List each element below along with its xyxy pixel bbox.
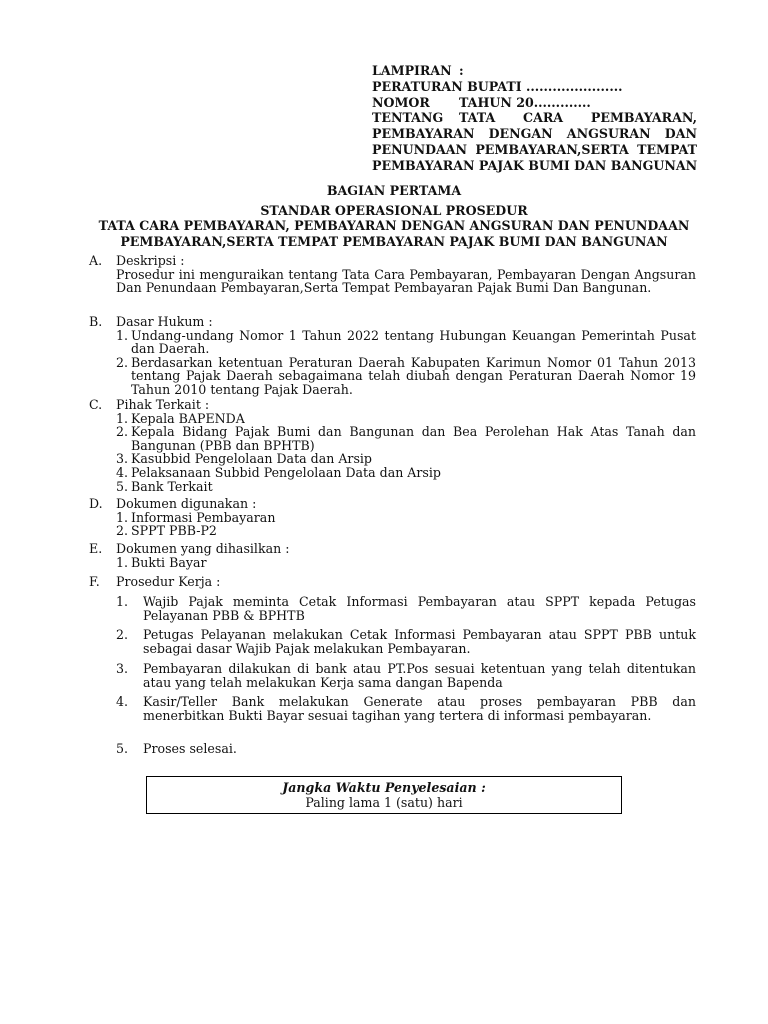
list-item [116, 480, 696, 494]
section-title: Dokumen yang dihasilkan : [116, 541, 290, 556]
list-item [116, 524, 696, 538]
document-title [88, 218, 700, 249]
section-title: Dasar Hukum : [116, 314, 213, 329]
part-heading: BAGIAN PERTAMA [326, 183, 462, 198]
item-number: 2. [116, 523, 129, 539]
section-title: Pihak Terkait : [116, 397, 210, 412]
section-list [116, 329, 696, 397]
item-number: 1. [116, 554, 129, 570]
completion-time-value: Paling lama 1 (satu) hari [305, 794, 463, 810]
item-number: 2. [116, 354, 129, 370]
step-text: Pembayaran dilakukan di bank atau PT.Pos sesuai ketentuan yang telah ditentukan atau yang telah melakukan Kerja sama dangan Bapenda [143, 661, 696, 690]
item-text: Kasubbid Pengelolaan Data dan Arsip [131, 451, 372, 467]
completion-time-title: Jangka Waktu Penyelesaian : [282, 780, 486, 795]
nomor-row [372, 95, 697, 111]
lampiran-label: LAMPIRAN [372, 63, 452, 78]
list-item [116, 412, 696, 426]
step-text: Wajib Pajak meminta Cetak Informasi Pembayaran atau SPPT kepada Petugas Pelayanan PBB & BPHTB [143, 594, 696, 623]
nomor-label: NOMOR [372, 94, 430, 110]
item-text: Pelaksanaan Subbid Pengelolaan Data dan Arsip [131, 464, 441, 480]
tentang-line: PEMBAYARAN PAJAK BUMI DAN BANGUNAN [372, 157, 698, 173]
peraturan-row [372, 79, 697, 95]
section-list [116, 511, 696, 538]
sop-heading: STANDAR OPERASIONAL PROSEDUR [260, 203, 528, 218]
list-item [116, 556, 696, 570]
list-item [116, 466, 696, 480]
list-item [116, 452, 696, 466]
section-title: Deskripsi : [116, 253, 185, 268]
completion-time-box [146, 776, 622, 814]
section-title: Prosedur Kerja : [116, 574, 221, 589]
list-item [116, 356, 696, 397]
section-letter: C. [89, 397, 103, 412]
item-text: Undang-undang Nomor 1 Tahun 2022 tentang Hubungan Keuangan Pemerintah Pusat dan Daerah. [131, 327, 696, 357]
item-text: SPPT PBB-P2 [131, 523, 217, 539]
section-letter: B. [89, 314, 103, 329]
tentang-label: TENTANG [372, 110, 444, 126]
item-number: 4. [116, 464, 129, 480]
item-number: 1. [116, 327, 129, 343]
list-item [116, 425, 696, 452]
item-number: 1. [116, 410, 129, 426]
section-text: Prosedur ini menguraikan tentang Tata Cara Pembayaran, Pembayaran Dengan Angsuran Dan Penundaan Pembayaran,Serta Tempat Pembayaran Pajak Bumi Dan Bangunan. [116, 266, 696, 296]
section-list [116, 412, 696, 494]
step-text: Proses selesai. [143, 741, 237, 756]
section-letter: E. [89, 541, 103, 556]
nomor-value: TAHUN 20............. [459, 94, 591, 110]
list-item [116, 511, 696, 525]
item-text: Bank Terkait [131, 478, 213, 494]
section-title: Dokumen digunakan : [116, 496, 257, 511]
step-number: 2. [116, 627, 129, 642]
title-line: TATA CARA PEMBAYARAN, PEMBAYARAN DENGAN ANGSURAN DAN PENUNDAAN [98, 218, 690, 233]
item-number: 3. [116, 451, 129, 467]
step-number: 4. [116, 694, 129, 709]
section-list [116, 556, 696, 570]
tentang-line: PEMBAYARAN DENGAN ANGSURAN DAN [372, 126, 697, 142]
lampiran-block [372, 63, 697, 174]
step-text: Petugas Pelayanan melakukan Cetak Informasi Pembayaran atau SPPT PBB untuk sebagai dasar Wajib Pajak melakukan Pembayaran. [143, 627, 696, 656]
list-item [116, 329, 696, 356]
section-letter: D. [89, 496, 103, 511]
tentang-row [372, 110, 697, 126]
section-letter: A. [89, 253, 103, 268]
step-number: 1. [116, 594, 129, 609]
tentang-line: PENUNDAAN PEMBAYARAN,SERTA TEMPAT [372, 141, 697, 157]
tentang-line: TATA CARA PEMBAYARAN, [459, 110, 697, 126]
item-number: 2. [116, 424, 129, 440]
step-number: 3. [116, 661, 129, 676]
lampiran-separator: : [459, 63, 464, 78]
peraturan-text: PERATURAN BUPATI ...................... [372, 78, 623, 94]
lampiran-row [372, 63, 697, 79]
item-text: Berdasarkan ketentuan Peraturan Daerah Kabupaten Karimun Nomor 01 Tahun 2013 tentang Pajak Daerah sebagaimana telah diubah dengan Peraturan Daerah Nomor 19 Tahun 2010 tentang Pajak Daerah. [131, 354, 696, 397]
step-text: Kasir/Teller Bank melakukan Generate atau proses pembayaran PBB dan menerbitkan Bukti Bayar sesuai tagihan yang tertera di informasi pembayaran. [143, 694, 696, 723]
item-text: Kepala Bidang Pajak Bumi dan Bangunan dan Bea Perolehan Hak Atas Tanah dan Bangunan (PBB dan BPHTB) [131, 424, 696, 453]
step-number: 5. [116, 741, 129, 756]
section-letter: F. [89, 574, 100, 589]
item-number: 5. [116, 478, 129, 494]
title-line: PEMBAYARAN,SERTA TEMPAT PEMBAYARAN PAJAK BUMI DAN BANGUNAN [120, 233, 668, 249]
item-text: Kepala BAPENDA [131, 410, 245, 426]
item-text: Informasi Pembayaran [131, 509, 276, 525]
item-text: Bukti Bayar [131, 554, 207, 570]
item-number: 1. [116, 509, 129, 525]
